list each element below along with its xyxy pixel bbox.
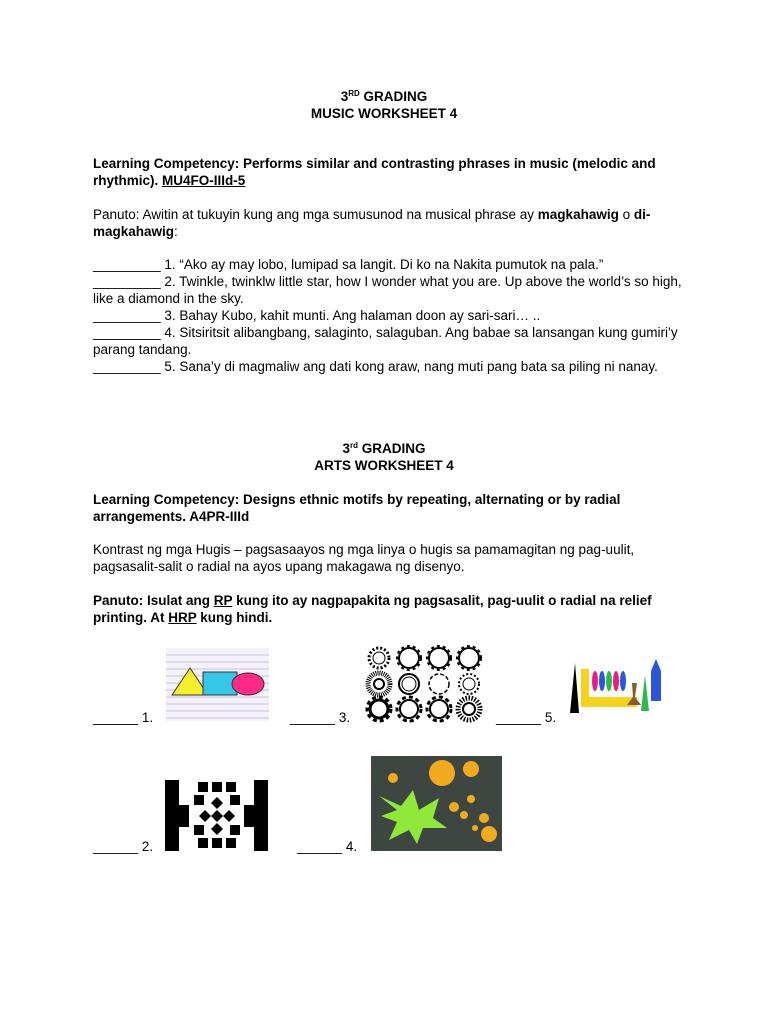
list-item xyxy=(93,273,683,307)
art-answer-4 xyxy=(297,838,357,855)
arts-competency xyxy=(93,491,683,525)
competency-code: MU4FO-IIId-5 xyxy=(162,173,246,188)
option-similar: magkahawig xyxy=(537,207,619,222)
music-competency xyxy=(93,155,683,189)
instructions-text: Panuto: Isulat ang xyxy=(93,593,211,608)
list-item xyxy=(93,256,683,273)
item-text: 5. Sana’y di magmaliw ang dati kong araw, nang muti pang bata sa piling ni nanay. xyxy=(164,359,658,374)
answer-blank[interactable]: ______ xyxy=(93,710,139,725)
list-item xyxy=(93,307,683,324)
option-contrasting: di-magkahawig xyxy=(93,207,651,239)
music-grading-heading xyxy=(0,88,768,106)
pink-ellipse xyxy=(232,673,264,695)
answer-blank[interactable]: _________ xyxy=(93,274,161,289)
item-text: 2. Twinkle, twinklw little star, how I wonder what you are. Up above the world’s so high, like a diamond in the sky. xyxy=(93,274,682,306)
instructions-text-3: kung hindi. xyxy=(200,610,273,625)
art-answer-5 xyxy=(496,709,556,726)
circles-gears-figure xyxy=(362,645,487,723)
art-answer-3 xyxy=(290,709,350,726)
grading-number: 3 xyxy=(340,89,349,104)
item-text: 4. Sitsiritsit alibangbang, salaginto, salaguban. Ang babae sa lansangan kung gumiri’y parang tandang. xyxy=(93,325,678,357)
grading-superscript: RD xyxy=(348,89,360,98)
rp-label: RP xyxy=(213,593,233,608)
grading-superscript: rd xyxy=(350,441,358,450)
colored-shapes-figure xyxy=(567,641,665,721)
music-items-list xyxy=(93,256,683,375)
art-answer-1 xyxy=(93,709,153,726)
answer-blank[interactable]: ______ xyxy=(297,839,343,854)
item-text: 1. “Ako ay may lobo, lumipad sa langit. Di ko na Nakita pumutok na pala.” xyxy=(164,257,604,272)
competency-text: Performs similar and contrasting phrases in music (melodic and rhythmic). xyxy=(93,156,656,188)
arts-intro: Kontrast ng mga Hugis – pagsasaayos ng mga linya o hugis sa pamamagitan ng pag-uulit, pagsasalit-salit o radial na ayos upang makagawa ng disenyo. xyxy=(93,542,635,574)
art-answer-2 xyxy=(93,838,153,855)
black-white-pattern-figure xyxy=(165,780,268,851)
answer-blank[interactable]: ______ xyxy=(290,710,336,725)
answer-number: 1. xyxy=(141,710,154,725)
arts-grading-heading xyxy=(0,440,768,458)
competency-label: Learning Competency: xyxy=(93,492,240,507)
competency-text: Designs ethnic motifs by repeating, alternating or by radial arrangements. A4PR-IIId xyxy=(93,492,621,524)
music-worksheet-title: MUSIC WORKSHEET 4 xyxy=(310,106,458,121)
instructions-text: Panuto: Awitin at tukuyin kung ang mga sumusunod na musical phrase ay xyxy=(93,207,535,222)
list-item xyxy=(93,324,683,358)
instructions-text-2: kung ito ay nagpapakita ng pagsasalit, pag-uulit o radial na relief printing. At xyxy=(93,593,652,625)
list-item xyxy=(93,358,683,375)
music-instructions xyxy=(93,206,683,240)
answer-blank[interactable]: ______ xyxy=(93,839,139,854)
grading-word: GRADING xyxy=(361,441,426,456)
arts-worksheet-title: ARTS WORKSHEET 4 xyxy=(314,458,454,473)
competency-label: Learning Competency: xyxy=(93,156,240,171)
answer-number: 5. xyxy=(544,710,557,725)
answer-number: 4. xyxy=(345,839,358,854)
answer-blank[interactable]: ______ xyxy=(496,710,542,725)
instructions-colon: : xyxy=(174,224,178,239)
answer-blank[interactable]: _________ xyxy=(93,308,161,323)
hrp-label: HRP xyxy=(168,610,197,625)
answer-blank[interactable]: _________ xyxy=(93,325,161,340)
option-or: o xyxy=(622,207,631,222)
arts-instructions xyxy=(93,592,683,626)
grading-word: GRADING xyxy=(363,89,428,104)
grading-number: 3 xyxy=(342,441,350,456)
item-text: 3. Bahay Kubo, kahit munti. Ang halaman doon ay sari-sari… .. xyxy=(164,308,541,323)
answer-number: 2. xyxy=(141,839,154,854)
star-dots-figure xyxy=(371,756,502,851)
answer-blank[interactable]: _________ xyxy=(93,257,161,272)
shapes-figure xyxy=(166,648,269,721)
answer-number: 3. xyxy=(338,710,351,725)
answer-blank[interactable]: _________ xyxy=(93,359,161,374)
